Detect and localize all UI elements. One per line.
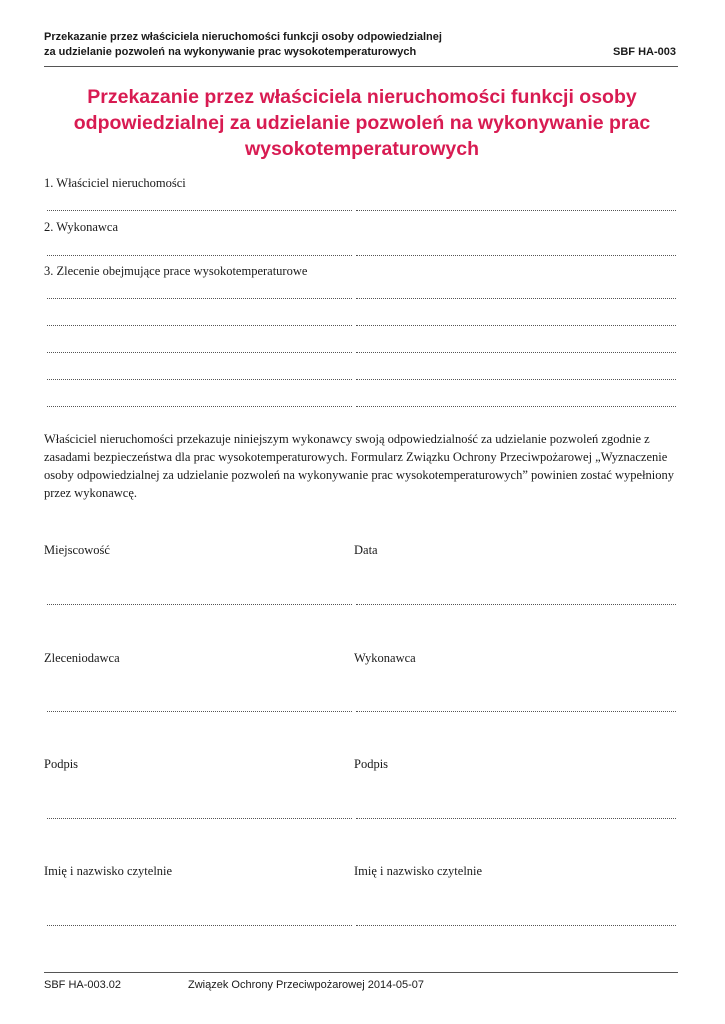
name-right-label: Imię i nazwisko czytelnie: [354, 864, 483, 878]
order-field-left[interactable]: [47, 325, 352, 326]
order-field-left[interactable]: [47, 379, 352, 380]
place-field[interactable]: [47, 604, 352, 605]
order-field-left[interactable]: [47, 298, 352, 299]
header-line-2: za udzielanie pozwoleń na wykonywanie prac wysokotemperaturowych: [44, 46, 417, 58]
signature-left-label: Podpis: [44, 757, 79, 771]
owner-field-right[interactable]: [356, 210, 676, 211]
order-field-right[interactable]: [356, 325, 676, 326]
client-field[interactable]: [47, 711, 352, 712]
footer-organization: Związek Ochrony Przeciwpożarowej 2014-05-07: [188, 979, 424, 991]
header-divider: [44, 66, 678, 67]
header-line-1: Przekazanie przez właściciela nieruchomości funkcji osoby odpowiedzialnej: [44, 31, 442, 43]
footer-divider: [44, 972, 678, 973]
order-label: 3. Zlecenie obejmujące prace wysokotemperaturowe: [44, 264, 308, 278]
page-title: Przekazanie przez właściciela nieruchomości funkcji osoby odpowiedzialnej za udzielanie pozwoleń na wykonywanie prac wysokotemperaturowych: [73, 86, 651, 160]
order-field-left[interactable]: [47, 406, 352, 407]
footer-form-code: SBF HA-003.02: [44, 979, 122, 991]
transfer-statement: Właściciel nieruchomości przekazuje niniejszym wykonawcy swoją odpowiedzialność za udzielanie pozwoleń zgodnie z zasadami bezpieczeństwa dla prac wysokotemperaturowych. Formularz Związku Ochrony Przeciwpożarowej „Wyznaczenie osoby odpowiedzialnej za udzielanie pozwoleń na wykonywanie prac wysokotemperaturowych” powinien zostać wypełniony przez wykonawcę.: [44, 432, 675, 500]
signature-right-field[interactable]: [356, 818, 676, 819]
date-field[interactable]: [356, 604, 676, 605]
order-field-right[interactable]: [356, 379, 676, 380]
owner-field-left[interactable]: [47, 210, 352, 211]
header-form-code: SBF HA-003: [613, 46, 676, 58]
order-field-right[interactable]: [356, 298, 676, 299]
place-label: Miejscowość: [44, 543, 110, 557]
contractor-sign-label: Wykonawca: [354, 651, 416, 665]
running-header: [44, 30, 676, 60]
client-label: Zleceniodawca: [44, 651, 120, 665]
name-left-field[interactable]: [47, 925, 352, 926]
order-field-right[interactable]: [356, 352, 676, 353]
name-right-field[interactable]: [356, 925, 676, 926]
contractor-field-right[interactable]: [356, 255, 676, 256]
signature-left-field[interactable]: [47, 818, 352, 819]
contractor-sign-field[interactable]: [356, 711, 676, 712]
signature-right-label: Podpis: [354, 757, 389, 771]
order-field-right[interactable]: [356, 406, 676, 407]
contractor-label: 2. Wykonawca: [44, 220, 118, 234]
contractor-field-left[interactable]: [47, 255, 352, 256]
name-left-label: Imię i nazwisko czytelnie: [44, 864, 173, 878]
owner-label: 1. Właściciel nieruchomości: [44, 176, 186, 190]
order-field-left[interactable]: [47, 352, 352, 353]
date-label: Data: [354, 543, 378, 557]
